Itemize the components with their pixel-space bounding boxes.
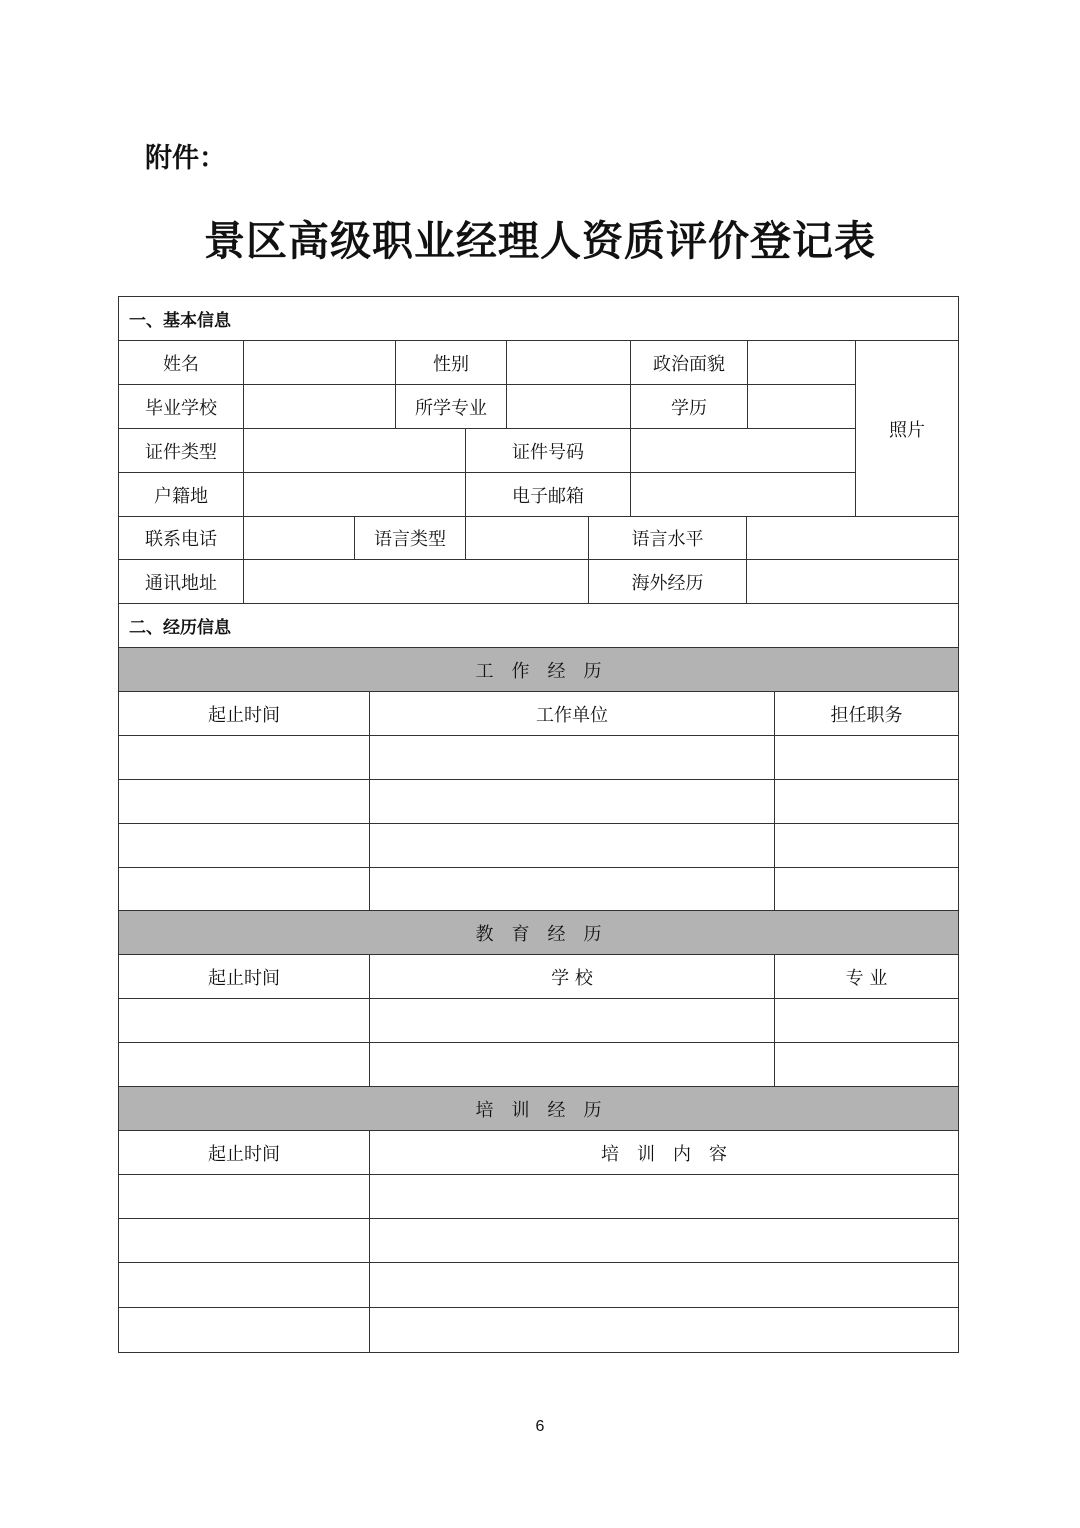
registration-form-table (118, 296, 959, 1353)
overseas-field[interactable] (746, 559, 959, 604)
label-id-number: 证件号码 (465, 428, 631, 473)
training-content-cell[interactable] (369, 1174, 959, 1219)
attachment-label: 附件： (145, 143, 226, 174)
work-period-cell[interactable] (118, 735, 370, 780)
work-position-cell[interactable] (774, 867, 959, 911)
work-experience-band: 工 作 经 历 (118, 647, 959, 692)
address-field[interactable] (243, 559, 589, 604)
label-political: 政治面貌 (630, 340, 748, 385)
email-field[interactable] (630, 472, 856, 517)
major-field[interactable] (506, 384, 631, 429)
label-overseas: 海外经历 (588, 559, 747, 604)
training-period-cell[interactable] (118, 1174, 370, 1219)
work-position-cell[interactable] (774, 823, 959, 868)
education-experience-band: 教 育 经 历 (118, 910, 959, 955)
training-col-period: 起止时间 (118, 1130, 370, 1175)
work-period-cell[interactable] (118, 823, 370, 868)
label-school: 毕业学校 (118, 384, 244, 429)
label-hukou: 户籍地 (118, 472, 244, 517)
work-col-period: 起止时间 (118, 691, 370, 736)
work-employer-cell[interactable] (369, 867, 775, 911)
edu-period-cell[interactable] (118, 998, 370, 1043)
edu-col-major: 专 业 (774, 954, 959, 999)
language-type-field[interactable] (465, 516, 589, 560)
work-employer-cell[interactable] (369, 735, 775, 780)
section-experience: 二、经历信息 (118, 603, 959, 648)
edu-col-school: 学 校 (369, 954, 775, 999)
training-content-cell[interactable] (369, 1307, 959, 1353)
id-type-field[interactable] (243, 428, 466, 473)
form-title: 景区高级职业经理人资质评价登记表 (204, 217, 876, 265)
training-col-content: 培 训 内 容 (369, 1130, 959, 1175)
name-field[interactable] (243, 340, 396, 385)
training-content-cell[interactable] (369, 1262, 959, 1308)
training-period-cell[interactable] (118, 1307, 370, 1353)
work-col-position: 担任职务 (774, 691, 959, 736)
edu-col-period: 起止时间 (118, 954, 370, 999)
education-field[interactable] (747, 384, 856, 429)
work-position-cell[interactable] (774, 735, 959, 780)
label-language-level: 语言水平 (588, 516, 747, 560)
label-language-type: 语言类型 (354, 516, 466, 560)
edu-major-cell[interactable] (774, 1042, 959, 1087)
label-major: 所学专业 (395, 384, 507, 429)
work-position-cell[interactable] (774, 779, 959, 824)
work-period-cell[interactable] (118, 779, 370, 824)
photo-box[interactable]: 照片 (855, 340, 959, 517)
edu-period-cell[interactable] (118, 1042, 370, 1087)
work-employer-cell[interactable] (369, 823, 775, 868)
section-basic-info: 一、基本信息 (118, 296, 959, 341)
phone-field[interactable] (243, 516, 355, 560)
label-education: 学历 (630, 384, 748, 429)
label-id-type: 证件类型 (118, 428, 244, 473)
school-field[interactable] (243, 384, 396, 429)
edu-major-cell[interactable] (774, 998, 959, 1043)
label-address: 通讯地址 (118, 559, 244, 604)
id-number-field[interactable] (630, 428, 856, 473)
label-phone: 联系电话 (118, 516, 244, 560)
page-number: 6 (535, 1418, 545, 1435)
label-name: 姓名 (118, 340, 244, 385)
gender-field[interactable] (506, 340, 631, 385)
work-col-employer: 工作单位 (369, 691, 775, 736)
training-period-cell[interactable] (118, 1218, 370, 1263)
language-level-field[interactable] (746, 516, 959, 560)
work-employer-cell[interactable] (369, 779, 775, 824)
edu-school-cell[interactable] (369, 1042, 775, 1087)
training-experience-band: 培 训 经 历 (118, 1086, 959, 1131)
hukou-field[interactable] (243, 472, 466, 517)
training-period-cell[interactable] (118, 1262, 370, 1308)
political-field[interactable] (747, 340, 856, 385)
work-period-cell[interactable] (118, 867, 370, 911)
label-email: 电子邮箱 (465, 472, 631, 517)
training-content-cell[interactable] (369, 1218, 959, 1263)
label-gender: 性别 (395, 340, 507, 385)
edu-school-cell[interactable] (369, 998, 775, 1043)
